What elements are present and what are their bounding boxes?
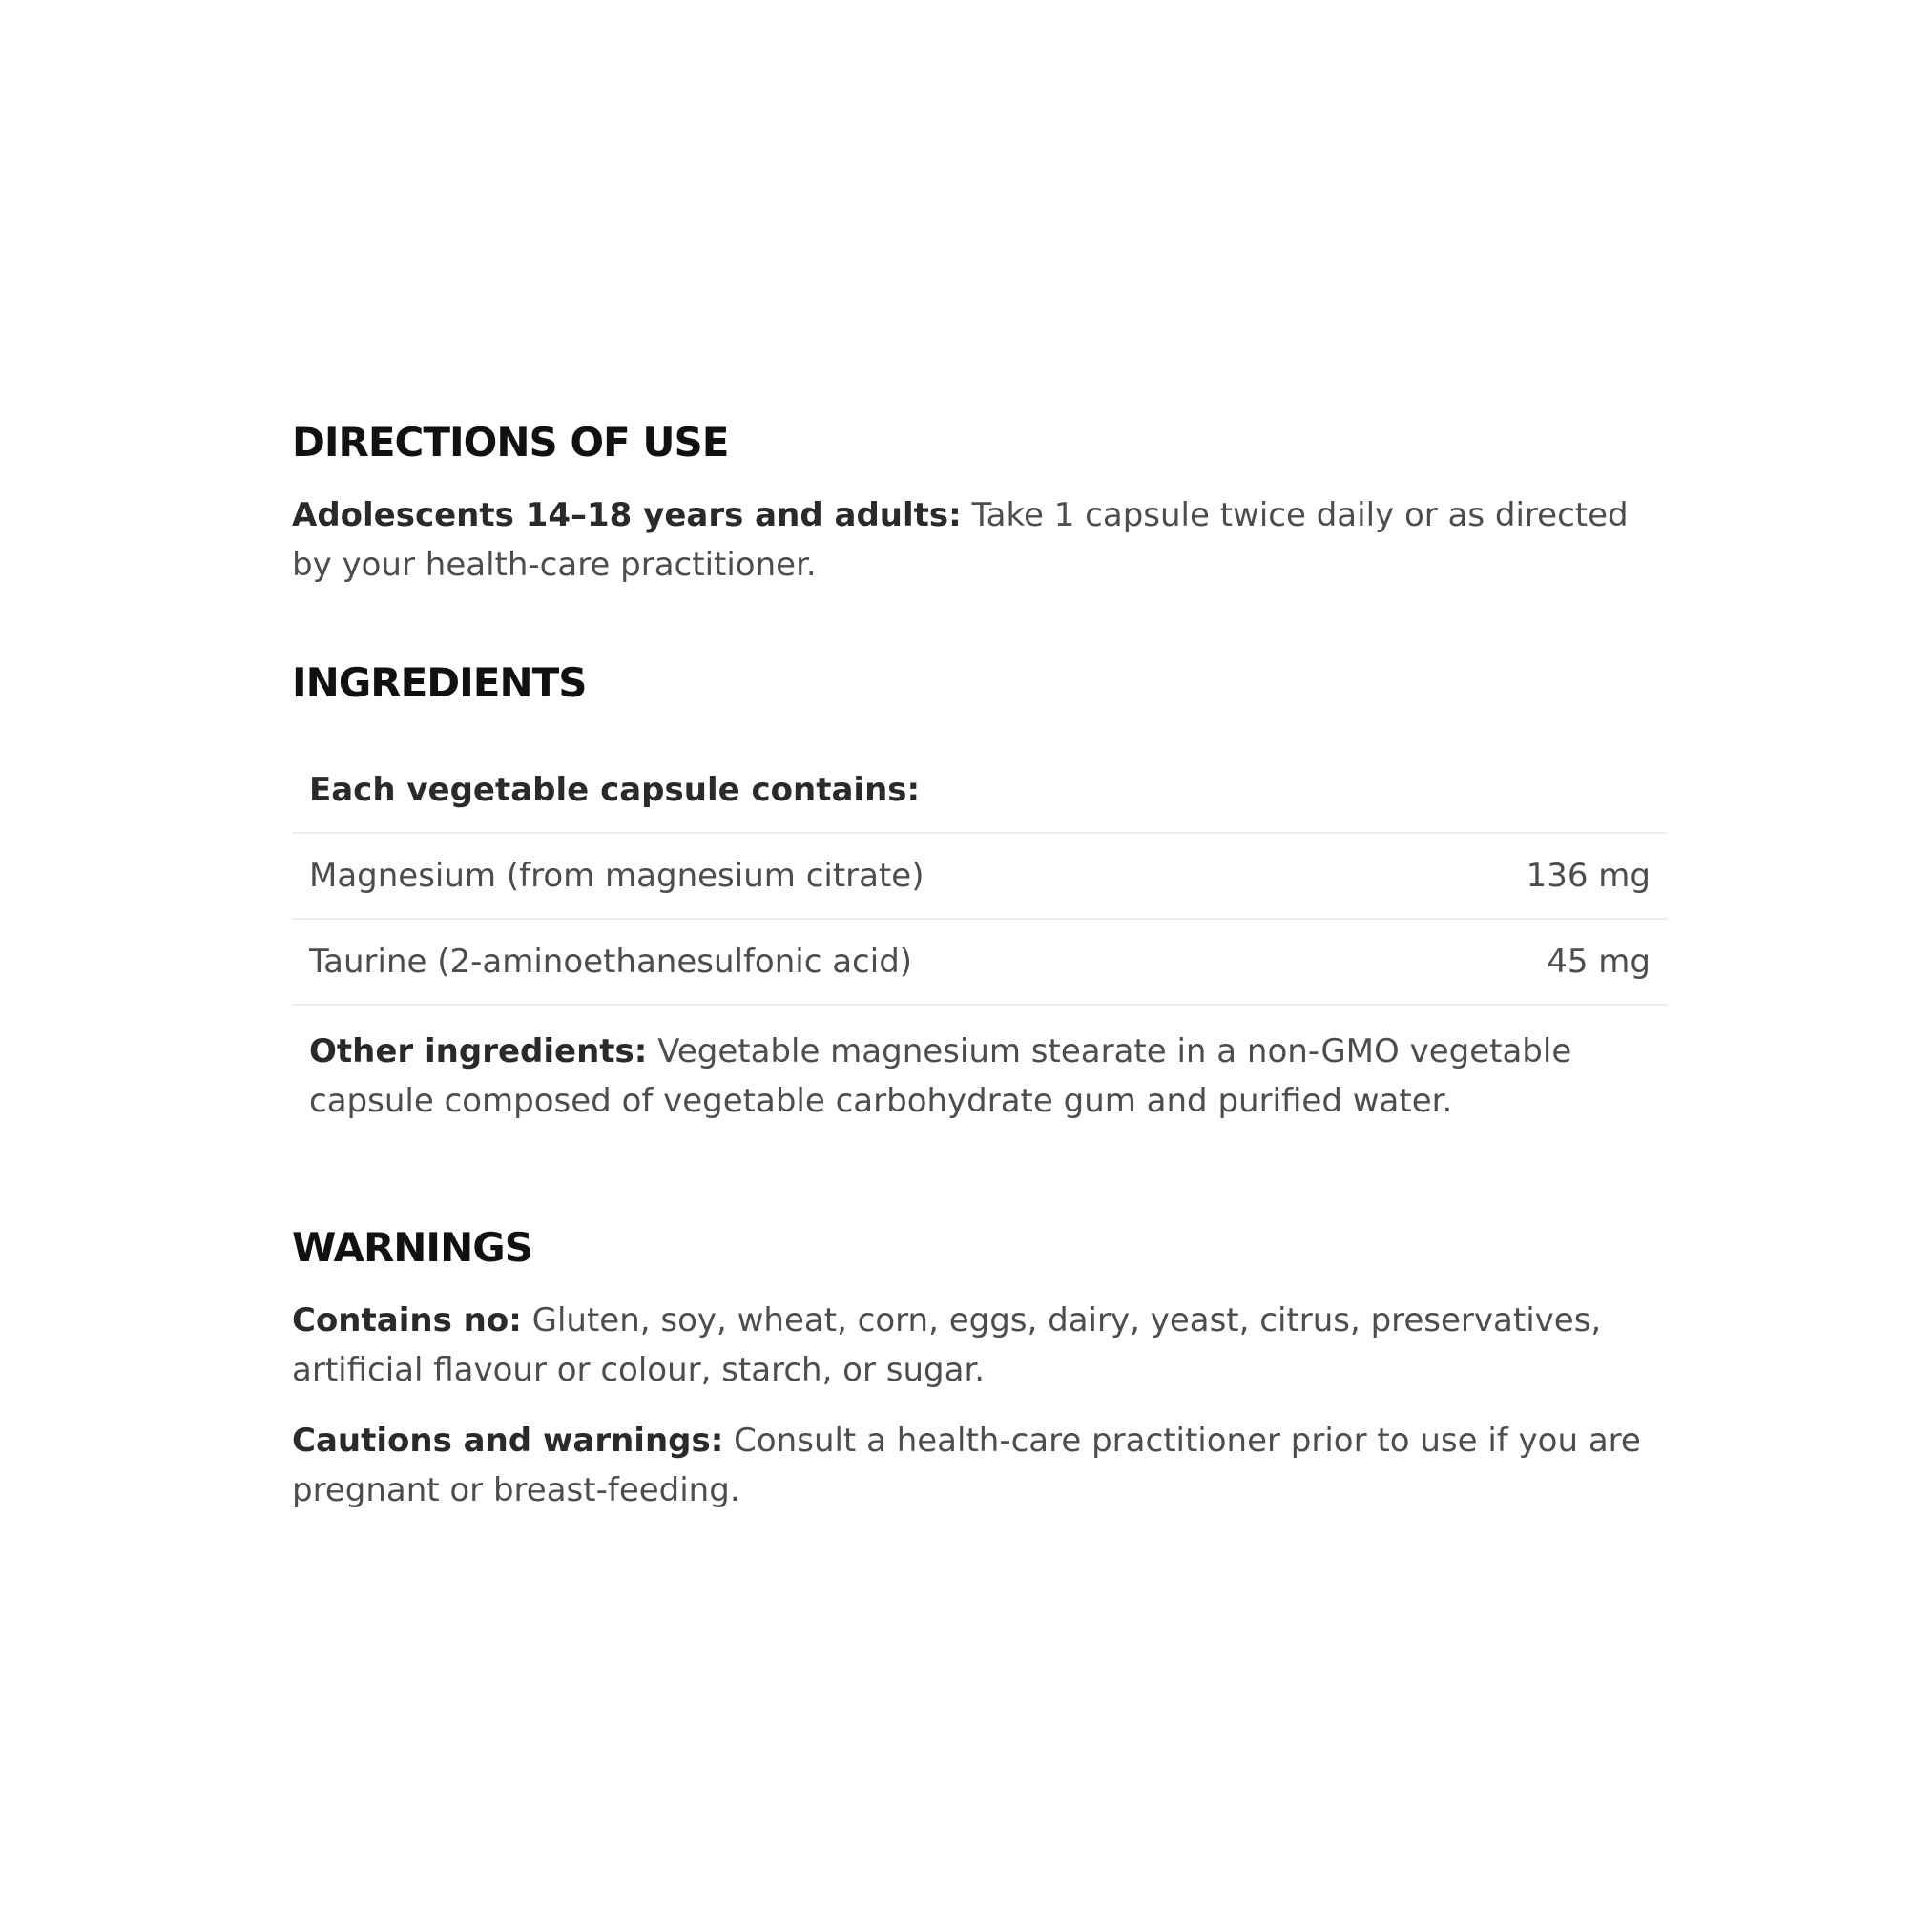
ingredients-table-header: Each vegetable capsule contains:: [292, 748, 1668, 834]
other-ingredients-text: [292, 1006, 1668, 1126]
directions-title: DIRECTIONS OF USE: [292, 419, 729, 466]
table-row: [292, 834, 1668, 920]
product-info-panel: [292, 416, 1668, 1515]
directions-text: [292, 490, 1668, 590]
table-row: [292, 920, 1668, 1006]
ingredient-name: Magnesium (from magnesium citrate): [309, 857, 924, 895]
warnings-title: WARNINGS: [292, 1224, 532, 1271]
directions-body: Take 1 capsule twice daily or as directed by your health-care practitioner.: [292, 496, 1629, 584]
ingredients-title: INGREDIENTS: [292, 659, 587, 706]
contains-no-body: Gluten, soy, wheat, corn, eggs, dairy, yeast, citrus, preservatives, artificial flavour or colour, starch, or sugar.: [292, 1301, 1602, 1389]
cautions-text: [292, 1416, 1668, 1515]
other-ingredients-body: Vegetable magnesium stearate in a non-GMO vegetable capsule composed of vegetable carbohydrate gum and purified water.: [309, 1032, 1572, 1120]
contains-no-label: Contains no:: [292, 1301, 522, 1340]
other-ingredients-label: Other ingredients:: [309, 1032, 648, 1070]
ingredient-amount: 136 mg: [1526, 857, 1651, 895]
contains-no-text: [292, 1296, 1668, 1395]
ingredient-amount: 45 mg: [1547, 943, 1651, 981]
cautions-label: Cautions and warnings:: [292, 1422, 724, 1460]
cautions-body: Consult a health-care practitioner prior to use if you are pregnant or breast-feeding.: [292, 1422, 1641, 1509]
directions-label: Adolescents 14–18 years and adults:: [292, 496, 962, 534]
ingredients-table: [292, 748, 1668, 1126]
ingredient-name: Taurine (2-aminoethanesulfonic acid): [309, 943, 913, 981]
